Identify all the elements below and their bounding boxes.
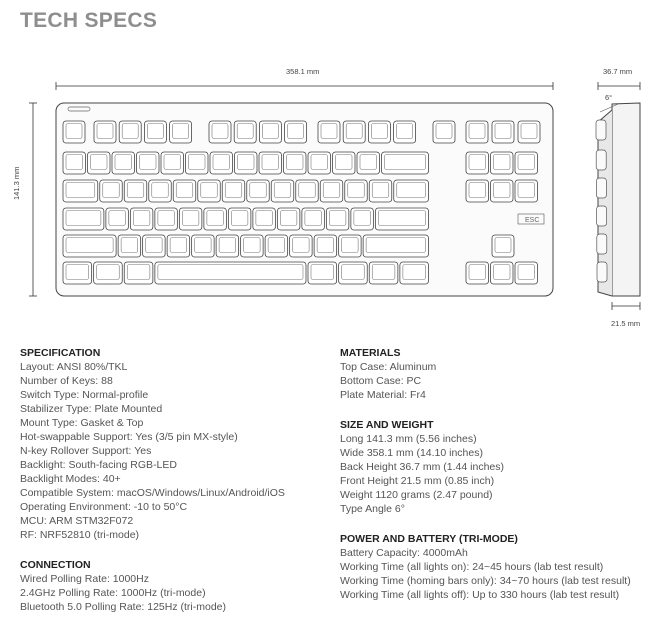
specification-heading: SPECIFICATION	[20, 347, 101, 359]
key	[491, 262, 514, 284]
spec-line: Bottom Case: PC	[340, 375, 422, 387]
key-f	[234, 121, 256, 143]
key-f	[259, 121, 281, 143]
key-f	[394, 121, 416, 143]
spec-line: MCU: ARM STM32F072	[20, 515, 134, 527]
key	[466, 152, 489, 174]
spec-line: Switch Type: Normal-profile	[20, 389, 149, 401]
key	[222, 180, 245, 202]
page-title: TECH SPECS	[20, 9, 158, 32]
key	[216, 235, 239, 257]
key	[357, 152, 380, 174]
key	[491, 152, 514, 174]
spec-line: RF: NRF52810 (tri-mode)	[20, 529, 140, 541]
key-print	[433, 121, 455, 143]
spec-line: Top Case: Aluminum	[340, 361, 437, 373]
key	[204, 208, 227, 230]
power-heading: POWER AND BATTERY (TRI-MODE)	[340, 533, 518, 545]
key	[253, 208, 276, 230]
key	[308, 262, 337, 284]
key	[277, 208, 300, 230]
spec-line: Backlight Modes: 40+	[20, 473, 121, 485]
spec-line: 2.4GHz Polling Rate: 1000Hz (tri-mode)	[20, 587, 206, 599]
spec-line: Working Time (all lights on): 24~45 hours (lab test result)	[340, 561, 604, 573]
side-key	[597, 206, 607, 226]
key	[198, 180, 221, 202]
size-section	[340, 418, 631, 516]
key	[118, 235, 141, 257]
key	[241, 235, 264, 257]
key	[375, 208, 428, 230]
spec-line: Long 141.3 mm (5.56 inches)	[340, 433, 477, 445]
key	[515, 262, 538, 284]
key	[112, 152, 135, 174]
key	[326, 208, 349, 230]
connection-list	[20, 572, 285, 614]
key	[515, 180, 538, 202]
key	[491, 180, 514, 202]
specification-section	[20, 346, 285, 542]
key	[137, 152, 160, 174]
key	[161, 152, 184, 174]
materials-list	[340, 360, 631, 402]
key	[466, 180, 489, 202]
key-f	[119, 121, 141, 143]
key	[345, 180, 368, 202]
key	[308, 152, 331, 174]
key	[400, 262, 429, 284]
key	[167, 235, 190, 257]
spec-line: Type Angle 6°	[340, 503, 405, 515]
key	[235, 152, 258, 174]
key	[290, 235, 313, 257]
spec-line: Working Time (all lights off): Up to 330 hours (lab test result)	[340, 589, 620, 601]
key	[265, 235, 288, 257]
key	[339, 235, 362, 257]
side-key	[596, 150, 606, 170]
key-f	[170, 121, 192, 143]
key	[63, 262, 92, 284]
left-column	[20, 346, 285, 630]
key	[339, 262, 368, 284]
key	[259, 152, 282, 174]
key	[155, 262, 306, 284]
spec-line: Wired Polling Rate: 1000Hz	[20, 573, 149, 585]
key	[186, 152, 209, 174]
spec-line: Battery Capacity: 4000mAh	[340, 547, 468, 559]
key	[302, 208, 325, 230]
size-heading: SIZE AND WEIGHT	[340, 419, 434, 431]
key	[515, 152, 538, 174]
spec-line: N-key Rollover Support: Yes	[20, 445, 152, 457]
keycap-label: ESC	[525, 217, 540, 224]
spec-line: Back Height 36.7 mm (1.44 inches)	[340, 461, 504, 473]
key-extra	[518, 121, 540, 143]
key	[271, 180, 294, 202]
key	[247, 180, 270, 202]
angle-label: 6°	[605, 93, 613, 102]
key	[143, 235, 166, 257]
specification-list	[20, 360, 285, 542]
key	[466, 262, 489, 284]
key	[210, 152, 233, 174]
spec-line: Wide 358.1 mm (14.10 inches)	[340, 447, 483, 459]
key	[363, 235, 428, 257]
key-f	[285, 121, 307, 143]
spec-line: Bluetooth 5.0 Polling Rate: 125Hz (tri-mode)	[20, 601, 227, 613]
spec-line: Hot-swappable Support: Yes (3/5 pin MX-style)	[20, 431, 238, 443]
connection-section	[20, 558, 285, 614]
key	[179, 208, 202, 230]
side-key	[596, 178, 606, 198]
key-scroll	[466, 121, 488, 143]
spec-line: Number of Keys: 88	[20, 375, 113, 387]
side-key	[597, 262, 607, 282]
materials-heading: MATERIALS	[340, 347, 401, 359]
spec-line: Operating Environment: -10 to 50°C	[20, 501, 188, 513]
key	[192, 235, 215, 257]
key	[296, 180, 319, 202]
key	[63, 180, 98, 202]
spec-line: Working Time (homing bars only): 34~70 hours (lab test result)	[340, 575, 631, 587]
power-list	[340, 546, 631, 602]
side-key	[597, 234, 607, 254]
key	[63, 152, 86, 174]
connection-heading: CONNECTION	[20, 559, 91, 571]
spec-line: Stabilizer Type: Plate Mounted	[20, 403, 163, 415]
key	[130, 208, 153, 230]
key	[369, 262, 398, 284]
key	[155, 208, 178, 230]
right-column	[340, 346, 631, 618]
key-up-arrow	[492, 235, 514, 257]
back-height-label: 36.7 mm	[603, 67, 633, 76]
key	[394, 180, 429, 202]
spec-line: Backlight: South-facing RGB-LED	[20, 459, 177, 471]
key-esc	[63, 121, 85, 143]
key	[284, 152, 307, 174]
spec-line: Plate Material: Fr4	[340, 389, 426, 401]
key	[333, 152, 356, 174]
key-f	[318, 121, 340, 143]
key	[94, 262, 123, 284]
key	[149, 180, 172, 202]
front-height-label: 21.5 mm	[611, 319, 641, 328]
height-label: 141.3 mm	[12, 166, 21, 200]
materials-section	[340, 346, 631, 402]
key	[100, 180, 123, 202]
key	[351, 208, 374, 230]
key	[173, 180, 196, 202]
size-list	[340, 432, 631, 516]
key	[124, 262, 153, 284]
key	[228, 208, 251, 230]
key	[320, 180, 343, 202]
key	[369, 180, 392, 202]
spec-line: Compatible System: macOS/Windows/Linux/Android/iOS	[20, 487, 285, 499]
key	[314, 235, 337, 257]
width-label: 358.1 mm	[286, 67, 320, 76]
key-pause	[492, 121, 514, 143]
key	[106, 208, 129, 230]
key	[63, 235, 116, 257]
power-section	[340, 532, 631, 602]
key-f	[94, 121, 116, 143]
key	[88, 152, 111, 174]
spec-line: Front Height 21.5 mm (0.85 inch)	[340, 475, 495, 487]
spec-line: Layout: ANSI 80%/TKL	[20, 361, 128, 373]
key-f	[368, 121, 390, 143]
key	[63, 208, 104, 230]
key-f	[343, 121, 365, 143]
side-key	[596, 120, 606, 140]
spec-line: Mount Type: Gasket & Top	[20, 417, 144, 429]
key-f	[144, 121, 166, 143]
key-f	[209, 121, 231, 143]
key	[382, 152, 429, 174]
spec-line: Weight 1120 grams (2.47 pound)	[340, 489, 493, 501]
key	[124, 180, 147, 202]
